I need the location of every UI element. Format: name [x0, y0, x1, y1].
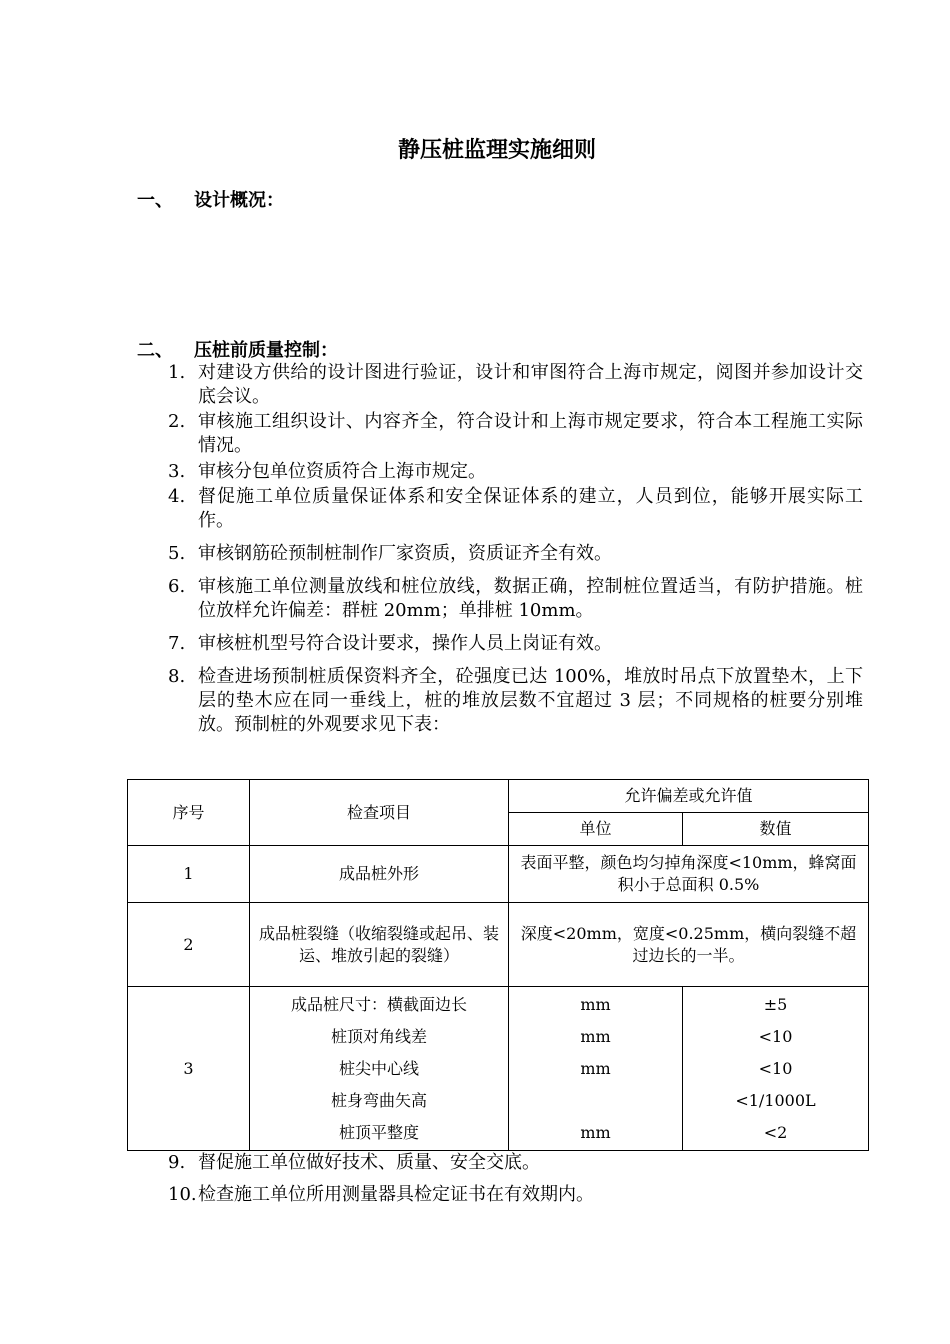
- header-item: 检查项目: [250, 780, 509, 846]
- sub-value: <1/1000L: [735, 1090, 816, 1110]
- sub-value: ±5: [763, 994, 788, 1014]
- list-item-number: 7.: [168, 633, 186, 654]
- sub-value: <2: [763, 1122, 788, 1142]
- section-title: 设计概况：: [194, 190, 284, 211]
- document-title: 静压桩监理实施细则: [397, 138, 596, 163]
- table-header-row: [128, 780, 869, 813]
- list-item-number: 9.: [168, 1152, 186, 1173]
- section-number: 二、: [137, 340, 173, 361]
- cell-unit-list: [509, 987, 683, 1151]
- header-unit: 单位: [509, 813, 683, 846]
- list-item-number: 5.: [168, 543, 186, 564]
- list-item-number: 10.: [168, 1184, 197, 1205]
- sub-item: 桩顶对角线差: [330, 1026, 427, 1046]
- cell-seq: 3: [128, 987, 250, 1151]
- list-item: [168, 542, 863, 566]
- sub-unit: mm: [580, 1026, 611, 1046]
- list-item-number: 4.: [168, 486, 186, 507]
- list-item: [168, 632, 863, 656]
- pile-appearance-table: [127, 779, 869, 1151]
- sub-item: 桩顶平整度: [338, 1122, 419, 1142]
- list-item-number: 6.: [168, 576, 186, 597]
- cell-requirement: 深度<20mm，宽度<0.25mm，横向裂缝不超过边长的一半。: [509, 903, 869, 987]
- list-item-text: 审核分包单位资质符合上海市规定。: [198, 461, 486, 482]
- header-value: 数值: [683, 813, 869, 846]
- header-allowance: 允许偏差或允许值: [509, 780, 869, 813]
- list-item: [168, 665, 863, 737]
- cell-item: 成品桩外形: [250, 846, 509, 903]
- cell-seq: 2: [128, 903, 250, 987]
- list-item-text: 督促施工单位做好技术、质量、安全交底。: [198, 1152, 540, 1173]
- list-item: [168, 575, 863, 623]
- sub-unit: mm: [580, 1122, 611, 1142]
- sub-unit: mm: [580, 1058, 611, 1078]
- table-row: [128, 903, 869, 987]
- list-item-number: 8.: [168, 666, 186, 687]
- sub-unit: [509, 1085, 682, 1117]
- sub-item: 成品桩尺寸：横截面边长: [290, 994, 467, 1014]
- list-item: [168, 410, 863, 458]
- header-seq: 序号: [128, 780, 250, 846]
- cell-item-list: [250, 987, 509, 1151]
- list-item: [168, 1151, 863, 1175]
- list-item-text: 审核桩机型号符合设计要求，操作人员上岗证有效。: [198, 633, 612, 654]
- sub-item: 桩尖中心线: [338, 1058, 419, 1078]
- list-item-text: 检查进场预制桩质保资料齐全，砼强度已达 100%，堆放时吊点下放置垫木，上下层的垫木应在同一垂线上，桩的堆放层数不宜超过 3 层；不同规格的桩要分别堆放。预制桩的外观要求见下表：: [198, 666, 863, 735]
- sub-value: <10: [758, 1058, 793, 1078]
- list-item-text: 审核施工组织设计、内容齐全，符合设计和上海市规定要求，符合本工程施工实际情况。: [198, 411, 863, 456]
- list-item: [168, 1183, 863, 1207]
- list-item-text: 审核钢筋砼预制桩制作厂家资质，资质证齐全有效。: [198, 543, 612, 564]
- list-item-text: 督促施工单位质量保证体系和安全保证体系的建立，人员到位，能够开展实际工作。: [198, 486, 863, 531]
- list-item-text: 检查施工单位所用测量器具检定证书在有效期内。: [198, 1184, 594, 1205]
- list-item: [168, 460, 863, 484]
- cell-requirement: 表面平整，颜色均匀掉角深度<10mm，蜂窝面积小于总面积 0.5%: [509, 846, 869, 903]
- sub-item: 桩身弯曲矢高: [330, 1090, 427, 1110]
- section-number: 一、: [137, 190, 173, 211]
- table-row: [128, 846, 869, 903]
- section-title: 压桩前质量控制：: [194, 340, 338, 361]
- list-item: [168, 361, 863, 409]
- cell-value-list: [683, 987, 869, 1151]
- list-item-text: 对建设方供给的设计图进行验证，设计和审图符合上海市规定，阅图并参加设计交底会议。: [198, 362, 863, 407]
- list-item-number: 2.: [168, 411, 186, 432]
- list-item-number: 3.: [168, 461, 186, 482]
- sub-unit: mm: [580, 994, 611, 1014]
- cell-item: 成品桩裂缝（收缩裂缝或起吊、装运、堆放引起的裂缝）: [250, 903, 509, 987]
- list-item: [168, 485, 863, 533]
- list-item-number: 1.: [168, 362, 186, 383]
- table-row: [128, 987, 869, 1151]
- list-item-text: 审核施工单位测量放线和桩位放线，数据正确，控制桩位置适当，有防护措施。桩位放样允许偏差：群桩 20mm；单排桩 10mm。: [198, 576, 863, 621]
- sub-value: <10: [758, 1026, 793, 1046]
- cell-seq: 1: [128, 846, 250, 903]
